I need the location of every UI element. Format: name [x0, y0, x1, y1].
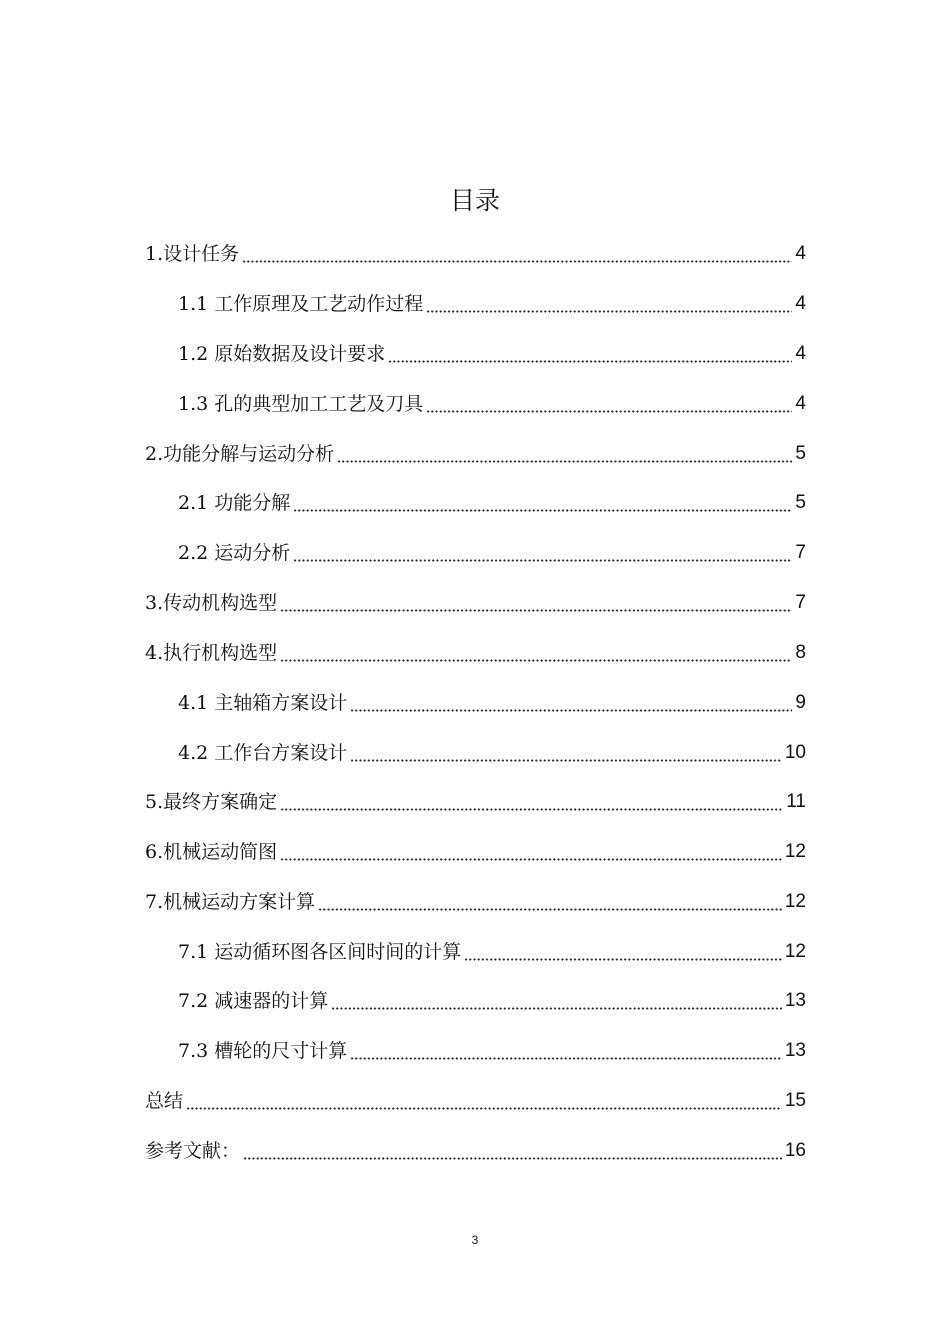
dot-leader	[318, 891, 782, 911]
dot-leader	[350, 742, 782, 762]
toc-entry-label: 1.1 工作原理及工艺动作过程	[178, 293, 424, 315]
toc-entry[interactable]	[145, 588, 806, 618]
page-number: 3	[471, 1233, 479, 1247]
toc-entry[interactable]	[145, 887, 806, 917]
toc-entry[interactable]	[178, 488, 806, 518]
toc-entry-label: 6.机械运动简图	[145, 841, 278, 863]
toc-entry-page: 13	[784, 1040, 806, 1061]
toc-entry-label: 1.2 原始数据及设计要求	[178, 343, 386, 365]
dot-leader	[280, 642, 792, 662]
toc-entry-page: 4	[795, 243, 806, 264]
dot-leader	[350, 1040, 782, 1060]
toc-entry-page: 16	[784, 1140, 806, 1161]
dot-leader	[464, 941, 782, 961]
dot-leader	[186, 1090, 782, 1110]
toc-entry-label: 2.1 功能分解	[178, 492, 291, 514]
toc-entry-page: 5	[795, 492, 806, 513]
toc-entry[interactable]	[145, 1136, 806, 1166]
dot-leader	[350, 692, 792, 712]
toc-entry[interactable]	[145, 1086, 806, 1116]
dot-leader	[426, 293, 792, 313]
toc-entry-page: 11	[786, 791, 806, 812]
dot-leader	[280, 592, 792, 612]
toc-entry[interactable]	[178, 289, 806, 319]
toc-entry[interactable]	[145, 439, 806, 469]
toc-entry[interactable]	[145, 837, 806, 867]
dot-leader	[426, 393, 792, 413]
toc-entry-page: 7	[795, 542, 806, 563]
dot-leader	[388, 343, 792, 363]
toc-entry-label: 4.执行机构选型	[145, 642, 278, 664]
toc-entry[interactable]	[145, 787, 806, 817]
toc-entry-page: 4	[795, 293, 806, 314]
toc-entry-label: 2.功能分解与运动分析	[145, 443, 335, 465]
toc-entry[interactable]	[178, 937, 806, 967]
toc-entry-page: 5	[795, 443, 806, 464]
toc-entry-page: 13	[784, 990, 806, 1011]
toc-entry[interactable]	[145, 638, 806, 668]
toc-entry[interactable]	[178, 389, 806, 419]
toc-entry-label: 4.2 工作台方案设计	[178, 742, 348, 764]
toc-entry-label: 4.1 主轴箱方案设计	[178, 692, 348, 714]
toc-title: 目录	[449, 186, 500, 215]
toc-entry-page: 8	[795, 642, 806, 663]
dot-leader	[280, 791, 783, 811]
dot-leader	[242, 243, 792, 263]
dot-leader	[280, 841, 782, 861]
toc-entry[interactable]	[178, 339, 806, 369]
toc-entry-page: 15	[784, 1090, 806, 1111]
toc-entry[interactable]	[145, 239, 806, 269]
toc-entry-page: 12	[784, 891, 806, 912]
toc-entry-page: 9	[795, 692, 806, 713]
toc-entry-label: 1.设计任务	[145, 243, 240, 265]
toc-entry[interactable]	[178, 738, 806, 768]
dot-leader	[293, 492, 792, 512]
toc-entry-page: 4	[795, 343, 806, 364]
toc-entry-page: 12	[784, 841, 806, 862]
toc-entry-label: 1.3 孔的典型加工工艺及刀具	[178, 393, 424, 415]
toc-entry[interactable]	[178, 986, 806, 1016]
toc-entry-page: 7	[795, 592, 806, 613]
toc-entry-label: 总结	[145, 1090, 184, 1112]
toc-entry-label: 7.机械运动方案计算	[145, 891, 316, 913]
toc-entry-page: 12	[784, 941, 806, 962]
toc-entry-label: 7.1 运动循环图各区间时间的计算	[178, 941, 462, 963]
toc-entry-label: 7.2 减速器的计算	[178, 990, 329, 1012]
toc-entry-label: 2.2 运动分析	[178, 542, 291, 564]
toc-entry[interactable]	[178, 1036, 806, 1066]
dot-leader	[331, 990, 782, 1010]
dot-leader	[337, 443, 792, 463]
dot-leader	[293, 542, 792, 562]
toc-entry[interactable]	[178, 538, 806, 568]
toc-entry-label: 5.最终方案确定	[145, 791, 278, 813]
dot-leader	[243, 1140, 782, 1160]
toc-entry-page: 4	[795, 393, 806, 414]
toc-entry-label: 3.传动机构选型	[145, 592, 278, 614]
toc-entry-label: 参考文献：	[145, 1140, 241, 1162]
toc-entry-page: 10	[784, 742, 806, 763]
toc-entry-label: 7.3 槽轮的尺寸计算	[178, 1040, 348, 1062]
toc-entry[interactable]	[178, 688, 806, 718]
